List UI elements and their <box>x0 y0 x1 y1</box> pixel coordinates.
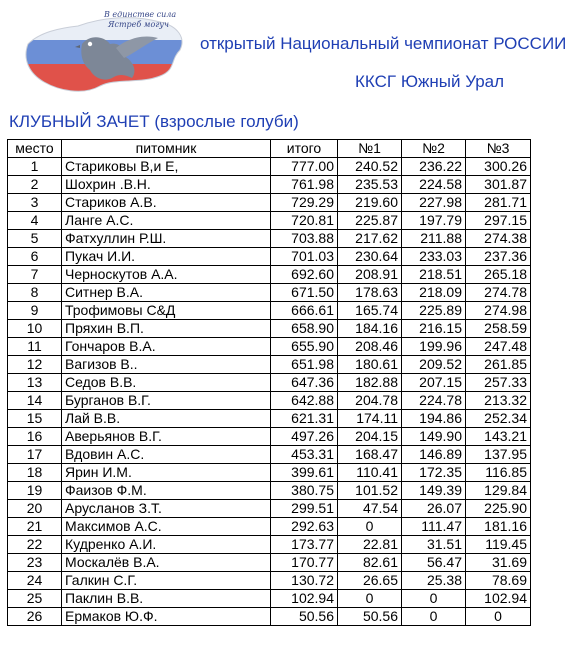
total-cell: 666.61 <box>271 302 338 320</box>
total-cell: 173.77 <box>271 536 338 554</box>
club-logo <box>20 4 190 104</box>
race1-cell: 219.60 <box>338 194 402 212</box>
total-cell: 170.77 <box>271 554 338 572</box>
total-cell: 692.60 <box>271 266 338 284</box>
race1-cell: 82.61 <box>338 554 402 572</box>
race1-cell: 0 <box>338 590 402 608</box>
column-header-place: место <box>8 140 62 158</box>
race2-cell: 31.51 <box>402 536 466 554</box>
race2-cell: 227.98 <box>402 194 466 212</box>
table-row <box>8 176 531 194</box>
race3-cell: 31.69 <box>466 554 531 572</box>
table-row <box>8 392 531 410</box>
race3-cell: 265.18 <box>466 266 531 284</box>
race3-cell: 252.34 <box>466 410 531 428</box>
place-cell: 8 <box>8 284 62 302</box>
table-row <box>8 482 531 500</box>
race3-cell: 129.84 <box>466 482 531 500</box>
place-cell: 4 <box>8 212 62 230</box>
loft-cell: Пукач И.И. <box>62 248 271 266</box>
place-cell: 24 <box>8 572 62 590</box>
table-row <box>8 428 531 446</box>
place-cell: 17 <box>8 446 62 464</box>
race1-cell: 225.87 <box>338 212 402 230</box>
place-cell: 19 <box>8 482 62 500</box>
race1-cell: 204.78 <box>338 392 402 410</box>
total-cell: 651.98 <box>271 356 338 374</box>
table-row <box>8 464 531 482</box>
loft-cell: Седов В.В. <box>62 374 271 392</box>
results-table <box>7 139 531 626</box>
table-row <box>8 608 531 626</box>
place-cell: 23 <box>8 554 62 572</box>
race1-cell: 182.88 <box>338 374 402 392</box>
race3-cell: 78.69 <box>466 572 531 590</box>
table-row <box>8 284 531 302</box>
logo-caption-line1: В единстве сила <box>104 10 177 19</box>
table-row <box>8 158 531 176</box>
table-row <box>8 374 531 392</box>
table-row <box>8 536 531 554</box>
place-cell: 9 <box>8 302 62 320</box>
race2-cell: 0 <box>402 608 466 626</box>
race3-cell: 181.16 <box>466 518 531 536</box>
loft-cell: Трофимовы С&Д <box>62 302 271 320</box>
total-cell: 647.36 <box>271 374 338 392</box>
table-row <box>8 590 531 608</box>
column-header-loft: питомник <box>62 140 271 158</box>
table-row <box>8 554 531 572</box>
race3-cell: 137.95 <box>466 446 531 464</box>
race3-cell: 297.15 <box>466 212 531 230</box>
race3-cell: 274.98 <box>466 302 531 320</box>
loft-cell: Аверьянов В.Г. <box>62 428 271 446</box>
loft-cell: Вдовин А.С. <box>62 446 271 464</box>
race2-cell: 172.35 <box>402 464 466 482</box>
total-cell: 777.00 <box>271 158 338 176</box>
race3-cell: 281.71 <box>466 194 531 212</box>
loft-cell: Максимов А.С. <box>62 518 271 536</box>
race2-cell: 25.38 <box>402 572 466 590</box>
loft-cell: Фаизов Ф.М. <box>62 482 271 500</box>
race3-cell: 258.59 <box>466 320 531 338</box>
race1-cell: 184.16 <box>338 320 402 338</box>
race2-cell: 149.39 <box>402 482 466 500</box>
loft-cell: Москалёв В.А. <box>62 554 271 572</box>
total-cell: 621.31 <box>271 410 338 428</box>
race1-cell: 110.41 <box>338 464 402 482</box>
race2-cell: 236.22 <box>402 158 466 176</box>
table-header-row <box>8 140 531 158</box>
race2-cell: 194.86 <box>402 410 466 428</box>
logo-caption-line2: Ястреб могуч <box>108 20 169 29</box>
table-row <box>8 338 531 356</box>
total-cell: 130.72 <box>271 572 338 590</box>
race1-cell: 168.47 <box>338 446 402 464</box>
championship-title: открытый Национальный чемпионат РОССИИ <box>200 34 567 53</box>
total-cell: 729.29 <box>271 194 338 212</box>
table-row <box>8 248 531 266</box>
loft-cell: Гончаров В.А. <box>62 338 271 356</box>
table-row <box>8 302 531 320</box>
race2-cell: 216.15 <box>402 320 466 338</box>
place-cell: 15 <box>8 410 62 428</box>
club-name: ККСГ Южный Урал <box>355 72 505 91</box>
race2-cell: 197.79 <box>402 212 466 230</box>
total-cell: 671.50 <box>271 284 338 302</box>
race1-cell: 180.61 <box>338 356 402 374</box>
race2-cell: 149.90 <box>402 428 466 446</box>
table-row <box>8 410 531 428</box>
loft-cell: Кудренко А.И. <box>62 536 271 554</box>
table-row <box>8 356 531 374</box>
race2-cell: 225.89 <box>402 302 466 320</box>
place-cell: 1 <box>8 158 62 176</box>
race2-cell: 111.47 <box>402 518 466 536</box>
race1-cell: 174.11 <box>338 410 402 428</box>
loft-cell: Стариков А.В. <box>62 194 271 212</box>
race3-cell: 225.90 <box>466 500 531 518</box>
race2-cell: 146.89 <box>402 446 466 464</box>
loft-cell: Паклин В.В. <box>62 590 271 608</box>
place-cell: 3 <box>8 194 62 212</box>
table-row <box>8 320 531 338</box>
race2-cell: 211.88 <box>402 230 466 248</box>
total-cell: 399.61 <box>271 464 338 482</box>
column-header-race3: №3 <box>466 140 531 158</box>
total-cell: 658.90 <box>271 320 338 338</box>
place-cell: 5 <box>8 230 62 248</box>
loft-cell: Лай В.В. <box>62 410 271 428</box>
race3-cell: 300.26 <box>466 158 531 176</box>
column-header-race1: №1 <box>338 140 402 158</box>
race2-cell: 0 <box>402 590 466 608</box>
race3-cell: 274.38 <box>466 230 531 248</box>
place-cell: 14 <box>8 392 62 410</box>
race1-cell: 230.64 <box>338 248 402 266</box>
loft-cell: Ярин И.М. <box>62 464 271 482</box>
race3-cell: 102.94 <box>466 590 531 608</box>
race1-cell: 178.63 <box>338 284 402 302</box>
loft-cell: Пряхин В.П. <box>62 320 271 338</box>
place-cell: 2 <box>8 176 62 194</box>
race1-cell: 26.65 <box>338 572 402 590</box>
race3-cell: 261.85 <box>466 356 531 374</box>
race2-cell: 218.51 <box>402 266 466 284</box>
section-title: КЛУБНЫЙ ЗАЧЕТ (взрослые голуби) <box>9 112 299 131</box>
total-cell: 761.98 <box>271 176 338 194</box>
race3-cell: 213.32 <box>466 392 531 410</box>
race2-cell: 207.15 <box>402 374 466 392</box>
place-cell: 25 <box>8 590 62 608</box>
total-cell: 50.56 <box>271 608 338 626</box>
place-cell: 10 <box>8 320 62 338</box>
race1-cell: 47.54 <box>338 500 402 518</box>
race1-cell: 217.62 <box>338 230 402 248</box>
place-cell: 6 <box>8 248 62 266</box>
race1-cell: 101.52 <box>338 482 402 500</box>
loft-cell: Ситнер В.А. <box>62 284 271 302</box>
column-header-total: итого <box>271 140 338 158</box>
race2-cell: 224.78 <box>402 392 466 410</box>
place-cell: 21 <box>8 518 62 536</box>
loft-cell: Ермаков Ю.Ф. <box>62 608 271 626</box>
race1-cell: 165.74 <box>338 302 402 320</box>
loft-cell: Арусланов З.Т. <box>62 500 271 518</box>
total-cell: 655.90 <box>271 338 338 356</box>
race2-cell: 233.03 <box>402 248 466 266</box>
race2-cell: 224.58 <box>402 176 466 194</box>
race3-cell: 0 <box>466 608 531 626</box>
race3-cell: 301.87 <box>466 176 531 194</box>
place-cell: 16 <box>8 428 62 446</box>
table-row <box>8 212 531 230</box>
race2-cell: 26.07 <box>402 500 466 518</box>
race1-cell: 50.56 <box>338 608 402 626</box>
race3-cell: 143.21 <box>466 428 531 446</box>
table-row <box>8 572 531 590</box>
total-cell: 497.26 <box>271 428 338 446</box>
total-cell: 299.51 <box>271 500 338 518</box>
place-cell: 20 <box>8 500 62 518</box>
race2-cell: 209.52 <box>402 356 466 374</box>
race1-cell: 235.53 <box>338 176 402 194</box>
total-cell: 292.63 <box>271 518 338 536</box>
total-cell: 703.88 <box>271 230 338 248</box>
race3-cell: 274.78 <box>466 284 531 302</box>
race1-cell: 240.52 <box>338 158 402 176</box>
loft-cell: Черноскутов А.А. <box>62 266 271 284</box>
race1-cell: 22.81 <box>338 536 402 554</box>
race1-cell: 204.15 <box>338 428 402 446</box>
loft-cell: Ланге А.С. <box>62 212 271 230</box>
table-row <box>8 446 531 464</box>
table-row <box>8 194 531 212</box>
table-row <box>8 500 531 518</box>
race3-cell: 119.45 <box>466 536 531 554</box>
race3-cell: 257.33 <box>466 374 531 392</box>
place-cell: 7 <box>8 266 62 284</box>
loft-cell: Галкин С.Г. <box>62 572 271 590</box>
place-cell: 13 <box>8 374 62 392</box>
place-cell: 22 <box>8 536 62 554</box>
loft-cell: Вагизов В.. <box>62 356 271 374</box>
total-cell: 701.03 <box>271 248 338 266</box>
table-row <box>8 518 531 536</box>
table-row <box>8 230 531 248</box>
race2-cell: 56.47 <box>402 554 466 572</box>
total-cell: 720.81 <box>271 212 338 230</box>
results-body <box>8 158 531 626</box>
loft-cell: Фатхуллин Р.Ш. <box>62 230 271 248</box>
total-cell: 380.75 <box>271 482 338 500</box>
loft-cell: Шохрин .В.Н. <box>62 176 271 194</box>
total-cell: 102.94 <box>271 590 338 608</box>
place-cell: 18 <box>8 464 62 482</box>
race3-cell: 247.48 <box>466 338 531 356</box>
table-row <box>8 266 531 284</box>
loft-cell: Бурганов В.Г. <box>62 392 271 410</box>
race2-cell: 199.96 <box>402 338 466 356</box>
race1-cell: 0 <box>338 518 402 536</box>
place-cell: 11 <box>8 338 62 356</box>
total-cell: 642.88 <box>271 392 338 410</box>
race3-cell: 237.36 <box>466 248 531 266</box>
russia-map-pigeon-icon <box>20 4 190 104</box>
place-cell: 26 <box>8 608 62 626</box>
loft-cell: Стариковы В,и Е, <box>62 158 271 176</box>
race1-cell: 208.46 <box>338 338 402 356</box>
race1-cell: 208.91 <box>338 266 402 284</box>
race2-cell: 218.09 <box>402 284 466 302</box>
column-header-race2: №2 <box>402 140 466 158</box>
total-cell: 453.31 <box>271 446 338 464</box>
race3-cell: 116.85 <box>466 464 531 482</box>
place-cell: 12 <box>8 356 62 374</box>
